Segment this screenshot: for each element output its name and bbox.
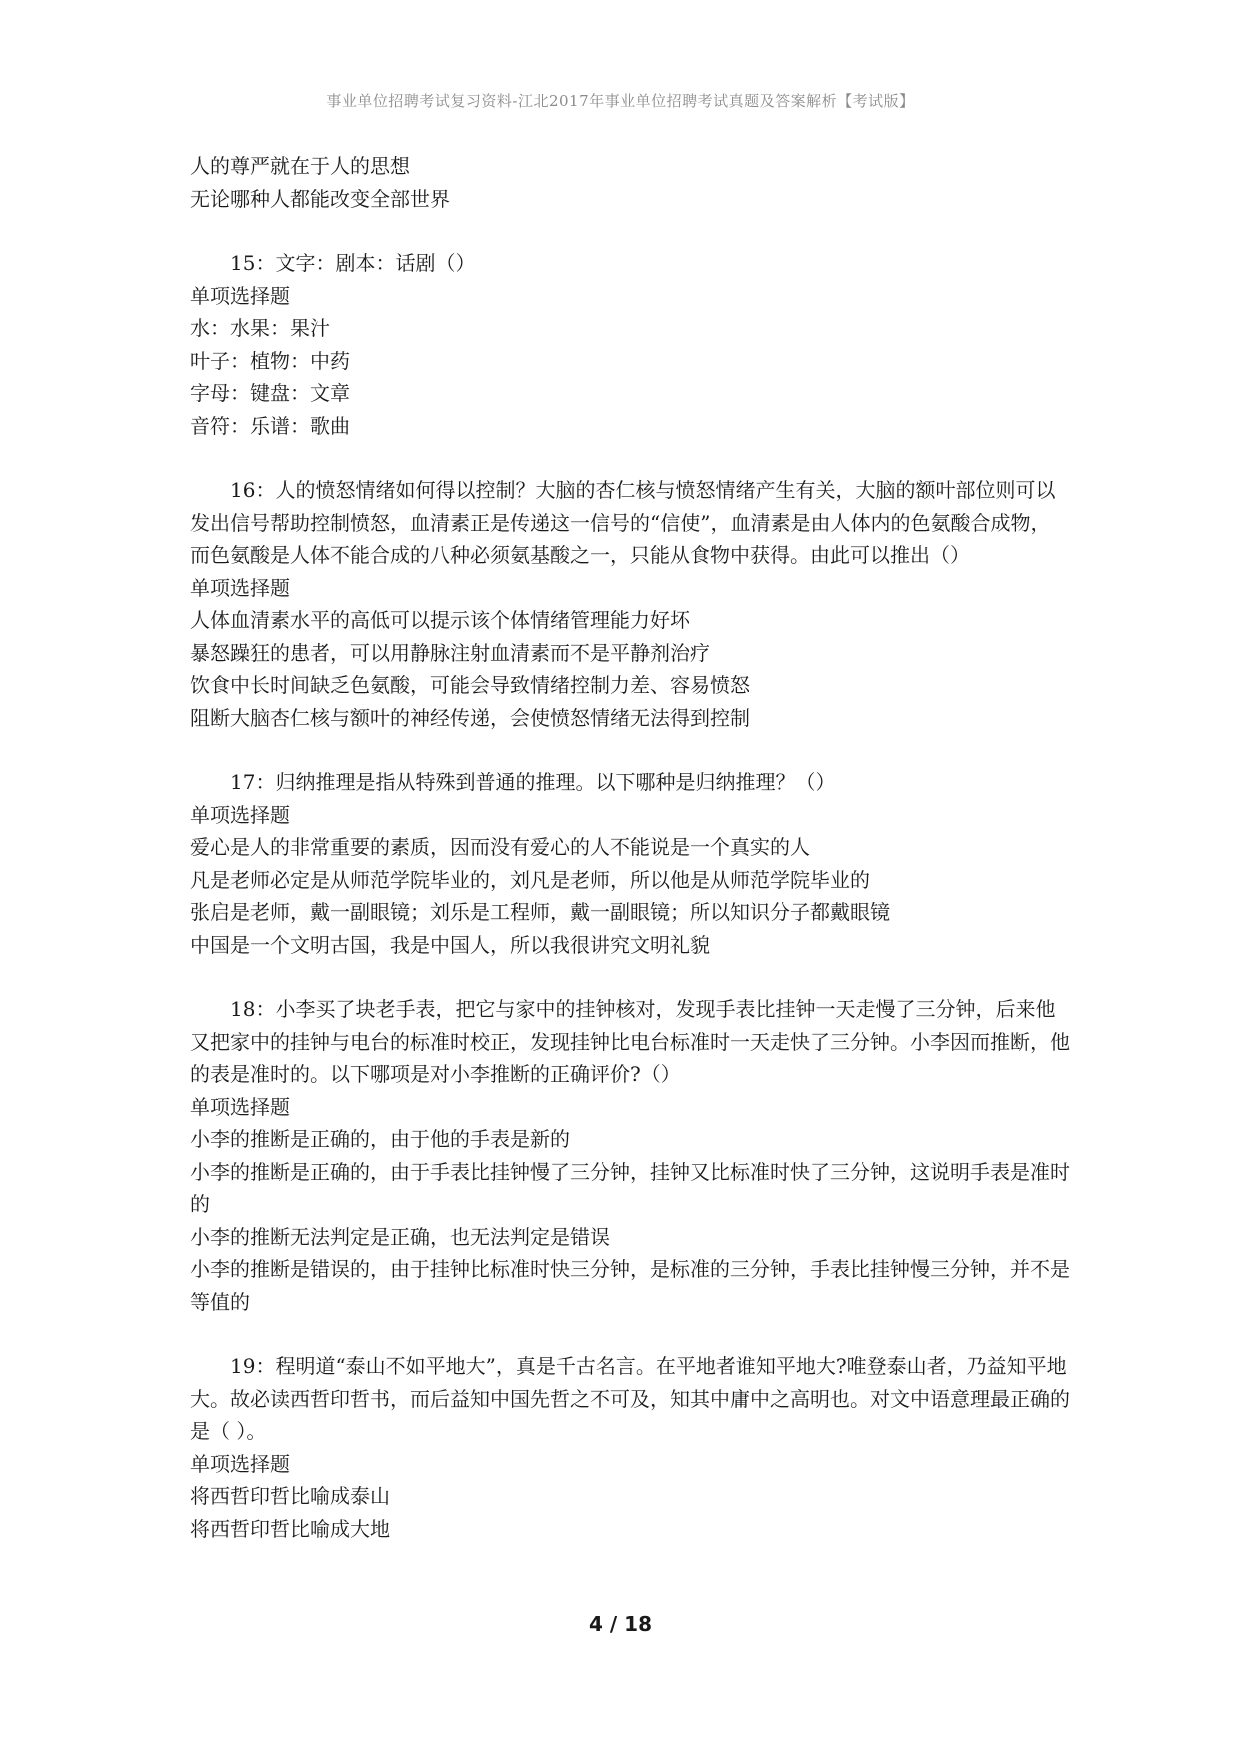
question-16 xyxy=(190,474,1070,734)
question-17 xyxy=(190,766,1070,961)
option-item: 张启是老师，戴一副眼镜；刘乐是工程师，戴一副眼镜；所以知识分子都戴眼镜 xyxy=(190,900,890,924)
question-type: 单项选择题 xyxy=(190,802,290,827)
question-stem: 19：程明道“泰山不如平地大”，真是千古名言。在平地者谁知平地大?唯登泰山者，乃益知平地大。故必读西哲印哲书，而后益知中国先哲之不可及，知其中庸中之高明也。对文中语意理最正确的是（ ）。 xyxy=(190,1354,1070,1443)
question-type: 单项选择题 xyxy=(190,575,290,600)
option-item: 无论哪种人都能改变全部世界 xyxy=(190,186,450,211)
question-type: 单项选择题 xyxy=(190,1094,290,1119)
question-18 xyxy=(190,993,1070,1318)
option-item: 中国是一个文明古国，我是中国人，所以我很讲究文明礼貌 xyxy=(190,932,710,957)
question-type: 单项选择题 xyxy=(190,283,290,308)
page-header: 事业单位招聘考试复习资料-江北2017年事业单位招聘考试真题及答案解析【考试版】 xyxy=(326,92,915,110)
document-body xyxy=(190,150,1070,1545)
question-15 xyxy=(190,247,1070,442)
option-item: 小李的推断是正确的，由于手表比挂钟慢了三分钟，挂钟又比标准时快了三分钟，这说明手表是准时的 xyxy=(190,1159,1070,1216)
page-number: 4 / 18 xyxy=(589,1612,652,1636)
option-item: 暴怒躁狂的患者，可以用静脉注射血清素而不是平静剂治疗 xyxy=(190,640,710,665)
option-item: 小李的推断是正确的，由于他的手表是新的 xyxy=(190,1127,570,1151)
question-stem: 15：文字：剧本：话剧（） xyxy=(230,251,476,275)
option-item: 将西哲印哲比喻成大地 xyxy=(190,1516,390,1541)
option-item: 小李的推断无法判定是正确，也无法判定是错误 xyxy=(190,1224,610,1249)
question-19 xyxy=(190,1350,1070,1545)
option-item: 字母：键盘：文章 xyxy=(190,381,350,405)
option-item: 爱心是人的非常重要的素质，因而没有爱心的人不能说是一个真实的人 xyxy=(190,835,810,859)
question-type: 单项选择题 xyxy=(190,1451,290,1476)
option-item: 凡是老师必定是从师范学院毕业的，刘凡是老师，所以他是从师范学院毕业的 xyxy=(190,867,870,892)
option-item: 叶子：植物：中药 xyxy=(190,348,350,373)
option-item: 饮食中长时间缺乏色氨酸，可能会导致情绪控制力差、容易愤怒 xyxy=(190,673,750,697)
question-stem: 18：小李买了块老手表，把它与家中的挂钟核对，发现手表比挂钟一天走慢了三分钟，后来他又把家中的挂钟与电台的标准时校正，发现挂钟比电台标准时一天走快了三分钟。小李因而推断，他的表是准时的。以下哪项是对小李推断的正确评价?（） xyxy=(190,997,1070,1086)
option-item: 人体血清素水平的高低可以提示该个体情绪管理能力好坏 xyxy=(190,608,690,632)
carryover-options xyxy=(190,150,1070,215)
question-stem: 16：人的愤怒情绪如何得以控制？大脑的杏仁核与愤怒情绪产生有关，大脑的额叶部位则可以发出信号帮助控制愤怒，血清素正是传递这一信号的“信使”，血清素是由人体内的色氨酸合成物，而色氨酸是人体不能合成的八种必须氨基酸之一，只能从食物中获得。由此可以推出（） xyxy=(190,478,1056,567)
option-item: 小李的推断是错误的，由于挂钟比标准时快三分钟，是标准的三分钟，手表比挂钟慢三分钟，并不是等值的 xyxy=(190,1257,1070,1314)
question-stem: 17：归纳推理是指从特殊到普通的推理。以下哪种是归纳推理？（） xyxy=(230,770,836,794)
option-item: 将西哲印哲比喻成泰山 xyxy=(190,1484,390,1508)
option-item: 阻断大脑杏仁核与额叶的神经传递，会使愤怒情绪无法得到控制 xyxy=(190,705,750,730)
option-item: 人的尊严就在于人的思想 xyxy=(190,154,410,178)
option-item: 音符：乐谱：歌曲 xyxy=(190,413,350,438)
option-item: 水：水果：果汁 xyxy=(190,316,330,340)
